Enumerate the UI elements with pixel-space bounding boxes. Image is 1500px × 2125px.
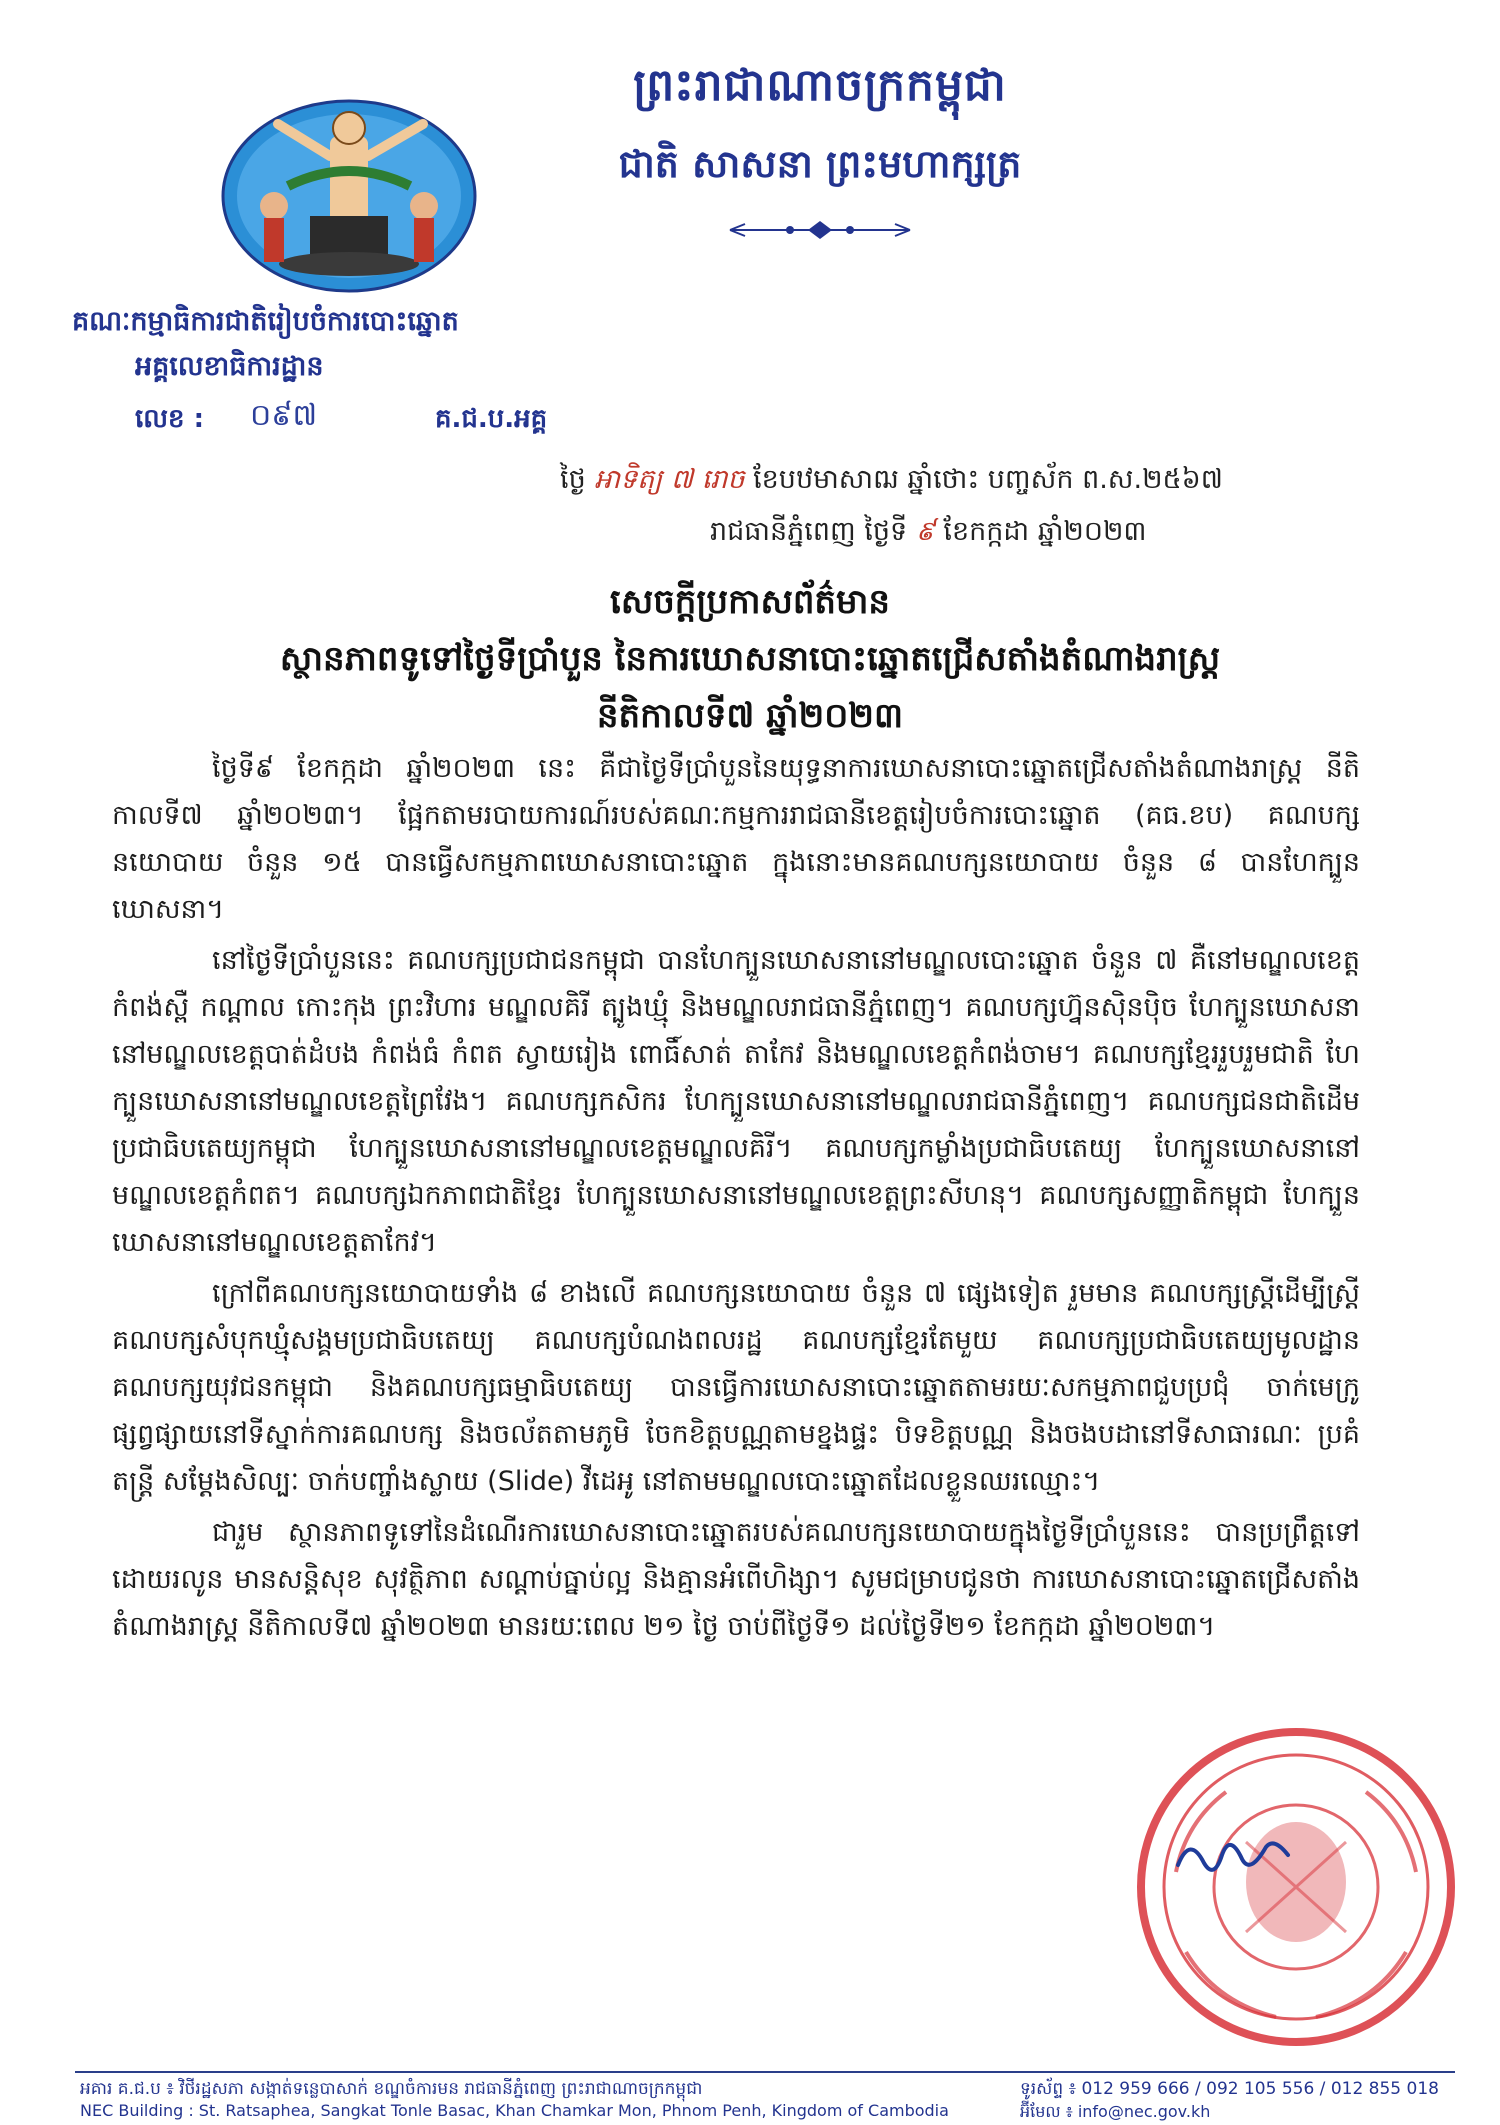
document-subtitle-term: នីតិកាលទី៧ ឆ្នាំ២០២៣	[596, 696, 904, 736]
solar-date-handwritten: ៩	[915, 516, 935, 547]
solar-date-rest: ខែកក្កដា ឆ្នាំ២០២៣	[943, 516, 1147, 547]
footer-address-english: NEC Building : St. Ratsaphea, Sangkat Tonle Basac, Khan Chamkar Mon, Phnom Penh, Kingdom of Cambodia	[80, 2101, 949, 2120]
body-paragraph-3: ក្រៅពីគណបក្សនយោបាយទាំង ៨ ខាងលើ គណបក្សនយោបាយ ចំនួន ៧ ផ្សេងទៀត រួមមាន គណបក្សស្ត្រីដើម្បីស្ត្រី គណបក្សសំបុកឃ្មុំសង្គមប្រជាធិបតេយ្យ គណបក្សបំណងពលរដ្ឋ គណបក្សខ្មែរតែមួយ គណបក្សប្រជាធិបតេយ្យមូលដ្ឋាន គណបក្សយុវជនកម្ពុជា និងគណបក្សធម្មាធិបតេយ្យ បានធ្វើការឃោសនាបោះឆ្នោតតាមរយៈសកម្មភាពជួបប្រជុំ ចាក់មេក្រូផ្សព្វផ្សាយនៅទីស្នាក់ការគណបក្ស និងចល័តតាមភូមិ ចែកខិត្តបណ្ណតាមខ្នងផ្ទះ បិទខិត្តបណ្ណ និងចងបដានៅទីសាធារណៈ ប្រគំតន្ត្រី សម្តែងសិល្បៈ ចាក់បញ្ចាំងស្លាយ (Slide) វីដេអូ នៅតាមមណ្ឌលបោះឆ្នោតដែលខ្លួនឈរឈ្មោះ។	[112, 1278, 1360, 1497]
national-motto: ជាតិ សាសនា ព្រះមហាក្សត្រ	[618, 141, 1022, 186]
body-paragraph-4: ជារួម ស្ថានភាពទូទៅនៃដំណើរការឃោសនាបោះឆ្នោតរបស់គណបក្សនយោបាយក្នុងថ្ងៃទីប្រាំបួននេះ បានប្រព្រឹត្តទៅដោយរលូន មានសន្តិសុខ សុវត្ថិភាព សណ្តាប់ធ្នាប់ល្អ និងគ្មានអំពើហិង្សា។ សូមជម្រាបជូនថា ការឃោសនាបោះឆ្នោតជ្រើសតាំងតំណាងរាស្ត្រ នីតិកាលទី៧ ឆ្នាំ២០២៣ មានរយៈពេល ២១ ថ្ងៃ ចាប់ពីថ្ងៃទី១ ដល់ថ្ងៃទី២១ ខែកក្កដា ឆ្នាំ២០២៣។	[112, 1517, 1360, 1642]
handwritten-initials-icon	[1170, 1825, 1300, 1885]
document-body	[112, 745, 1360, 1654]
reference-label: លេខ :	[135, 404, 204, 434]
footer-phone: ទូរស័ព្ទ ៖ 012 959 666 / 092 105 556 / 012 855 018	[1020, 2079, 1439, 2099]
lunar-date-rest: ខែបឋមាសាឍ ឆ្នាំថោះ បញ្ចស័ក ព.ស.២៥៦៧	[753, 464, 1223, 495]
document-subtitle: ស្ថានភាពទូទៅថ្ងៃទីប្រាំបួន នៃការឃោសនាបោះឆ្នោតជ្រើសតាំងតំណាងរាស្ត្រ	[279, 639, 1221, 679]
solar-date-prefix: រាជធានីភ្នំពេញ ថ្ងៃទី	[710, 516, 908, 547]
nec-emblem-icon	[218, 96, 480, 296]
organization-department: អគ្គលេខាធិការដ្ឋាន	[135, 351, 324, 382]
lunar-date	[560, 463, 1360, 502]
official-red-seal-icon	[1126, 1722, 1466, 2052]
footer-divider	[75, 2071, 1455, 2073]
lunar-date-handwritten: អាទិត្យ ៧ រោច	[594, 464, 745, 495]
footer-email[interactable]: អ៊ីមែល ៖ info@nec.gov.kh	[1020, 2102, 1211, 2121]
footer-address-khmer: អគារ គ.ជ.ប ៖ វិថីរដ្ឋសភា សង្កាត់ទន្លេបាសាក់ ខណ្ឌចំការមន រាជធានីភ្នំពេញ ព្រះរាជាណាចក្រកម្ពុជា	[80, 2079, 703, 2099]
reference-number: ០៩៧	[250, 398, 318, 433]
decorative-divider-icon	[720, 218, 920, 242]
document-title: សេចក្តីប្រកាសព័ត៌មាន	[610, 582, 890, 622]
body-paragraph-1: ថ្ងៃទី៩ ខែកក្កដា ឆ្នាំ២០២៣ នេះ គឺជាថ្ងៃទីប្រាំបួននៃយុទ្ធនាការឃោសនាបោះឆ្នោតជ្រើសតាំងតំណាងរាស្ត្រ នីតិកាលទី៧ ឆ្នាំ២០២៣។ ផ្អែកតាមរបាយការណ៍របស់គណៈកម្មការរាជធានីខេត្តរៀបចំការបោះឆ្នោត (គធ.ខប) គណបក្សនយោបាយ ចំនួន ១៥ បានធ្វើសកម្មភាពឃោសនាបោះឆ្នោត ក្នុងនោះមានគណបក្សនយោបាយ ចំនួន ៨ បានហែក្បួនឃោសនា។	[112, 753, 1360, 925]
organization-name: គណៈកម្មាធិការជាតិរៀបចំការបោះឆ្នោត	[72, 306, 459, 337]
reference-code: គ.ជ.ប.អគ្គ	[435, 404, 548, 434]
solar-date	[710, 515, 1360, 554]
kingdom-heading: ព្រះរាជាណាចក្រកម្ពុជា	[633, 60, 1007, 111]
body-paragraph-2: នៅថ្ងៃទីប្រាំបួននេះ គណបក្សប្រជាជនកម្ពុជា បានហែក្បួនឃោសនានៅមណ្ឌលបោះឆ្នោត ចំនួន ៧ គឺនៅមណ្ឌលខេត្តកំពង់ស្ពឺ កណ្តាល កោះកុង ព្រះវិហារ មណ្ឌលគិរី ត្បូងឃ្មុំ និងមណ្ឌលរាជធានីភ្នំពេញ។ គណបក្សហ្វ៊ុនស៊ិនប៉ិច ហែក្បួនឃោសនានៅមណ្ឌលខេត្តបាត់ដំបង កំពង់ធំ កំពត ស្វាយរៀង ពោធិ៍សាត់ តាកែវ និងមណ្ឌលខេត្តកំពង់ចាម។ គណបក្សខ្មែររួបរួមជាតិ ហែក្បួនឃោសនានៅមណ្ឌលខេត្តព្រៃវែង។ គណបក្សកសិករ ហែក្បួនឃោសនានៅមណ្ឌលរាជធានីភ្នំពេញ។ គណបក្សជនជាតិដើមប្រជាធិបតេយ្យកម្ពុជា ហែក្បួនឃោសនានៅមណ្ឌលខេត្តមណ្ឌលគិរី។ គណបក្សកម្លាំងប្រជាធិបតេយ្យ ហែក្បួនឃោសនានៅមណ្ឌលខេត្តកំពត។ គណបក្សឯកភាពជាតិខ្មែរ ហែក្បួនឃោសនានៅមណ្ឌលខេត្តព្រះសីហនុ។ គណបក្សសញ្ញាតិកម្ពុជា ហែក្បួនឃោសនានៅមណ្ឌលខេត្តតាកែវ។	[112, 945, 1360, 1258]
lunar-date-prefix: ថ្ងៃ	[560, 464, 586, 495]
